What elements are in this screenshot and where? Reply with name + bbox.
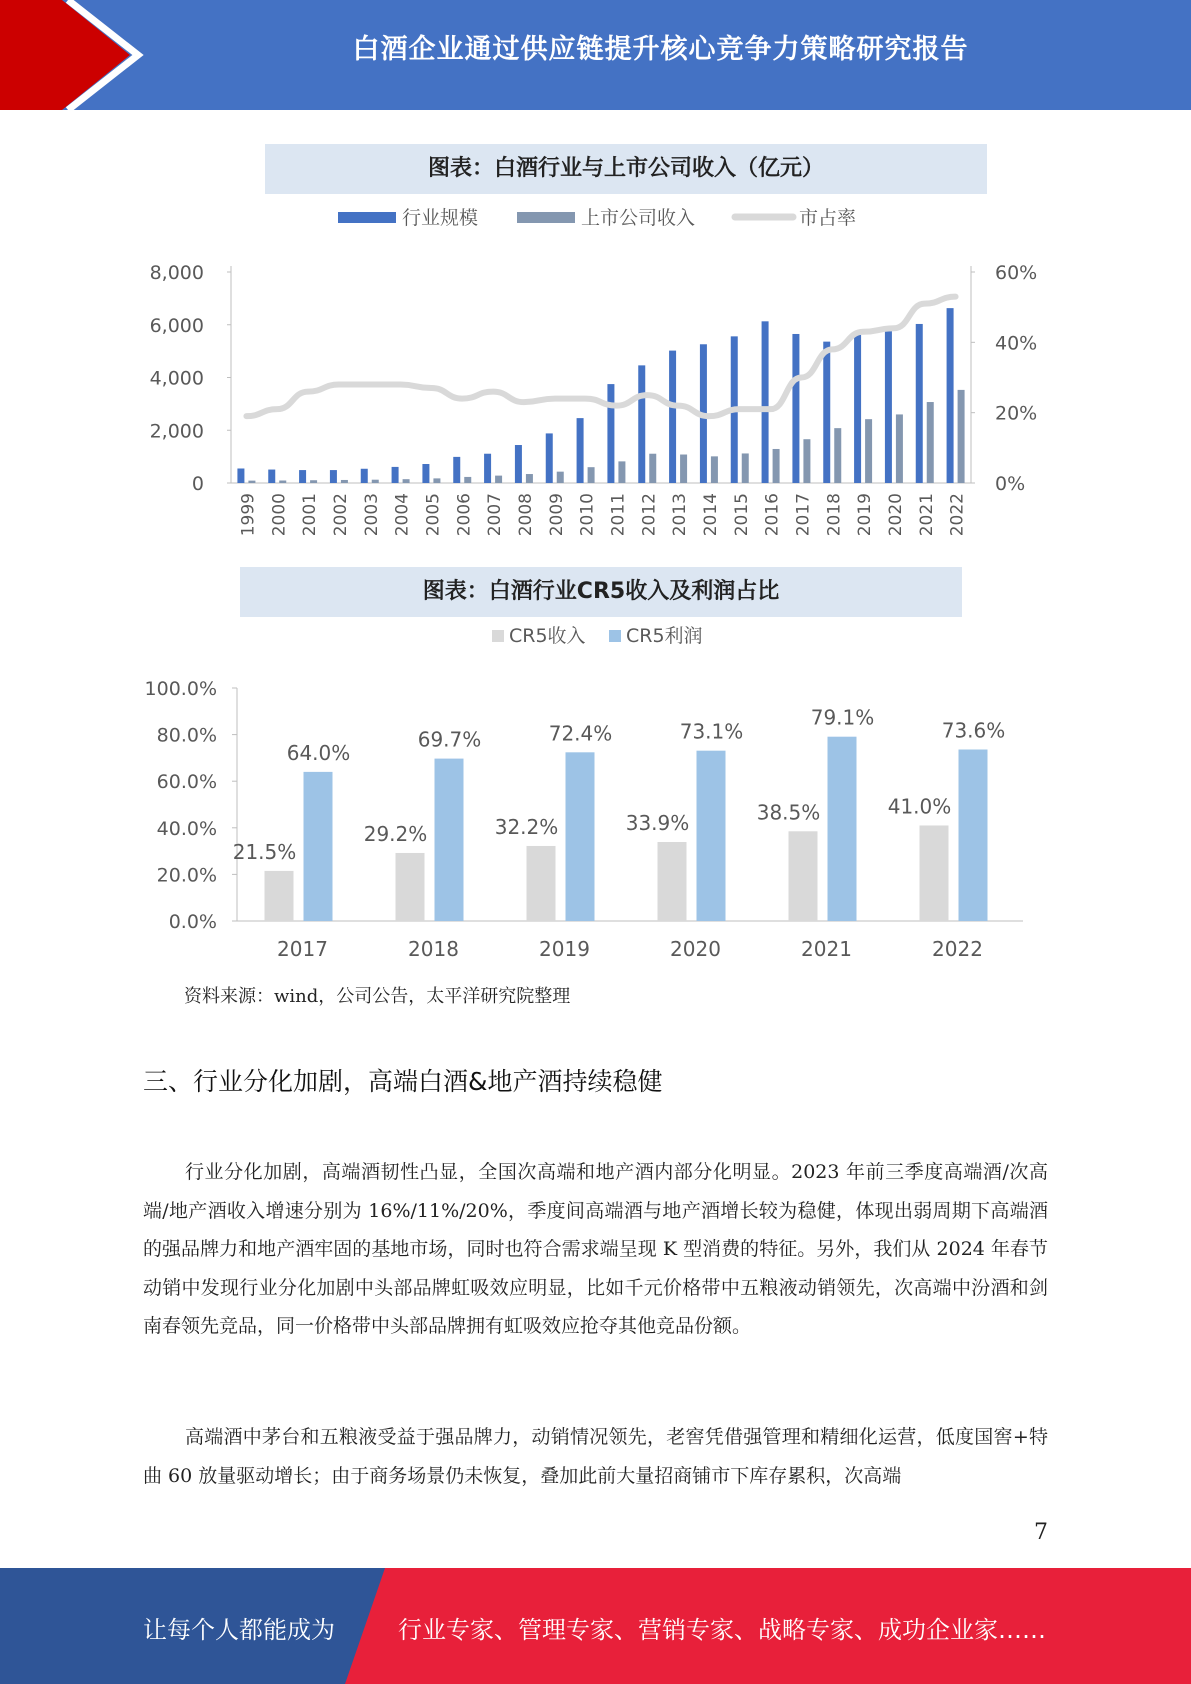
cr5-revenue-bar bbox=[527, 846, 556, 921]
cr5-revenue-label: 38.5% bbox=[756, 800, 821, 825]
cr5-revenue-bar bbox=[920, 825, 949, 921]
listed-bar bbox=[649, 454, 656, 483]
x-tick-label: 2020 bbox=[885, 493, 906, 537]
listed-bar bbox=[618, 461, 625, 483]
legend-label-0: 行业规模 bbox=[402, 207, 479, 229]
x-tick-label: 2018 bbox=[824, 493, 845, 537]
cr5-revenue-bar bbox=[658, 842, 687, 921]
x-tick-label: 2017 bbox=[277, 937, 328, 961]
industry-bar bbox=[947, 308, 954, 483]
listed-bar bbox=[896, 414, 903, 483]
right-tick-label: 40% bbox=[995, 332, 1038, 355]
y-tick-label: 20.0% bbox=[156, 864, 217, 887]
industry-bar bbox=[299, 470, 306, 483]
report-title: 白酒企业通过供应链提升核心竞争力策略研究报告 bbox=[352, 34, 969, 65]
listed-bar bbox=[742, 453, 749, 483]
listed-bar bbox=[495, 476, 502, 483]
listed-bar bbox=[433, 478, 440, 483]
footer-slogan: 让每个人都能成为 bbox=[143, 1616, 335, 1644]
cr5-profit-bar bbox=[959, 750, 988, 921]
listed-bar bbox=[279, 480, 286, 483]
x-tick-label: 2004 bbox=[392, 493, 413, 537]
y-tick-label: 60.0% bbox=[156, 771, 217, 794]
cr5-profit-bar bbox=[304, 772, 333, 921]
industry-bar bbox=[607, 384, 614, 483]
listed-bar bbox=[526, 474, 533, 483]
industry-bar bbox=[638, 365, 645, 483]
y-tick-label: 80.0% bbox=[156, 724, 217, 747]
listed-bar bbox=[711, 456, 718, 483]
industry-bar bbox=[669, 351, 676, 483]
x-tick-label: 1999 bbox=[238, 493, 259, 537]
footer-roles: 行业专家、管理专家、营销专家、战略专家、成功企业家…… bbox=[398, 1616, 1046, 1644]
cr5-profit-label: 64.0% bbox=[286, 740, 351, 765]
left-tick-label: 8,000 bbox=[149, 262, 204, 284]
x-tick-label: 2003 bbox=[361, 493, 382, 537]
left-tick-label: 2,000 bbox=[149, 420, 204, 443]
listed-bar bbox=[310, 480, 317, 483]
header-decoration bbox=[0, 0, 160, 110]
chart1-title: 图表：白酒行业与上市公司收入（亿元） bbox=[265, 144, 987, 194]
x-tick-label: 2019 bbox=[539, 937, 590, 961]
listed-bar bbox=[927, 402, 934, 483]
x-tick-label: 2006 bbox=[454, 493, 475, 537]
industry-bar bbox=[484, 454, 491, 483]
x-tick-label: 2007 bbox=[485, 493, 506, 537]
listed-bar bbox=[248, 481, 255, 483]
source-note: 资料来源：wind，公司公告，太平洋研究院整理 bbox=[184, 986, 571, 1007]
cr5-revenue-label: 29.2% bbox=[363, 821, 428, 846]
listed-bar bbox=[834, 428, 841, 483]
right-tick-label: 0% bbox=[995, 473, 1026, 495]
section-heading: 三、行业分化加剧，高端白酒&地产酒持续稳健 bbox=[143, 1067, 663, 1096]
x-tick-label: 2014 bbox=[700, 493, 721, 537]
body-paragraph-2: 高端酒中茅台和五粮液受益于强品牌力，动销情况领先，老窖凭借强管理和精细化运营，低度国窖+特曲 60 放量驱动增长；由于商务场景仍未恢复，叠加此前大量招商铺市下库存累积，次高端 bbox=[143, 1426, 1048, 1487]
listed-bar bbox=[803, 439, 810, 483]
x-tick-label: 2022 bbox=[932, 937, 983, 961]
industry-bar bbox=[823, 342, 830, 483]
x-tick-label: 2021 bbox=[916, 493, 937, 537]
cr5-profit-label: 73.6% bbox=[941, 718, 1006, 743]
listed-bar bbox=[588, 467, 595, 483]
x-tick-label: 2022 bbox=[947, 493, 968, 537]
body-paragraph-1: 行业分化加剧，高端酒韧性凸显，全国次高端和地产酒内部分化明显。2023 年前三季度高端酒/次高端/地产酒收入增速分别为 16%/11%/20%，季度间高端酒与地产酒增长较为稳健，体现出弱周期下高端酒的强品牌力和地产酒牢固的基地市场，同时也符合需求端呈现 K 型消费的特征。另外，我们从 2024 年春节动销中发现行业分化加剧中头部品牌虹吸效应明显，比如千元价格带中五粮液动销领先，次高端中汾酒和剑南春领先竞品，同一价格带中头部品牌拥有虹吸效应抢夺其他竞品份额。 bbox=[143, 1161, 1048, 1337]
industry-bar bbox=[237, 468, 244, 483]
x-tick-label: 2017 bbox=[793, 493, 814, 537]
legend-swatch-1 bbox=[517, 212, 575, 223]
page-number: 7 bbox=[1034, 1520, 1048, 1545]
legend-label-1: 上市公司收入 bbox=[581, 207, 696, 229]
listed-bar bbox=[773, 449, 780, 483]
industry-bar bbox=[392, 467, 399, 483]
listed-bar bbox=[341, 480, 348, 483]
industry-bar bbox=[577, 418, 584, 483]
x-tick-label: 2021 bbox=[801, 937, 852, 961]
x-tick-label: 2019 bbox=[855, 493, 876, 537]
cr5-profit-label: 72.4% bbox=[548, 721, 613, 746]
industry-bar bbox=[515, 445, 522, 483]
industry-bar bbox=[762, 321, 769, 483]
cr5-revenue-label: 32.2% bbox=[494, 814, 559, 839]
left-tick-label: 0 bbox=[191, 473, 204, 495]
x-tick-label: 2000 bbox=[269, 493, 290, 537]
cr5-profit-bar bbox=[435, 759, 464, 921]
listed-bar bbox=[464, 477, 471, 483]
cr5-profit-bar bbox=[566, 752, 595, 921]
y-tick-label: 40.0% bbox=[156, 817, 217, 840]
cr5-revenue-label: 33.9% bbox=[625, 811, 690, 836]
industry-bar bbox=[546, 433, 553, 483]
industry-bar bbox=[854, 335, 861, 483]
x-tick-label: 2018 bbox=[408, 937, 459, 961]
listed-bar bbox=[865, 419, 872, 483]
cr5-revenue-label: 41.0% bbox=[887, 794, 952, 819]
header-red-arrow bbox=[0, 0, 130, 110]
legend-swatch-cr5-0 bbox=[492, 630, 504, 642]
listed-bar bbox=[680, 455, 687, 483]
x-tick-label: 2008 bbox=[515, 493, 536, 537]
industry-bar bbox=[885, 329, 892, 483]
y-tick-label: 100.0% bbox=[144, 678, 217, 700]
legend-label-cr5-1: CR5利润 bbox=[626, 625, 703, 647]
industry-bar bbox=[422, 464, 429, 483]
industry-bar bbox=[792, 334, 799, 483]
x-tick-label: 2001 bbox=[300, 493, 321, 537]
x-tick-label: 2002 bbox=[330, 493, 351, 537]
left-tick-label: 4,000 bbox=[149, 367, 204, 390]
chart2-title: 图表：白酒行业CR5收入及利润占比 bbox=[240, 567, 962, 617]
x-tick-label: 2012 bbox=[639, 493, 660, 537]
listed-bar bbox=[403, 479, 410, 483]
legend-label-2: 市占率 bbox=[799, 207, 857, 229]
x-tick-label: 2011 bbox=[608, 493, 629, 537]
x-tick-label: 2015 bbox=[731, 493, 752, 537]
cr5-share-chart bbox=[0, 615, 1191, 970]
cr5-revenue-bar bbox=[265, 871, 294, 921]
x-tick-label: 2005 bbox=[423, 493, 444, 537]
legend-swatch-cr5-1 bbox=[609, 630, 621, 642]
y-tick-label: 0.0% bbox=[168, 911, 217, 933]
right-tick-label: 20% bbox=[995, 402, 1038, 425]
x-tick-label: 2016 bbox=[762, 493, 783, 537]
industry-bar bbox=[453, 457, 460, 483]
left-tick-label: 6,000 bbox=[149, 314, 204, 337]
cr5-revenue-bar bbox=[789, 831, 818, 921]
listed-bar bbox=[557, 472, 564, 483]
cr5-profit-label: 73.1% bbox=[679, 719, 744, 744]
industry-bar bbox=[268, 470, 275, 483]
cr5-revenue-bar bbox=[396, 853, 425, 921]
cr5-profit-bar bbox=[697, 751, 726, 921]
legend-swatch-0 bbox=[338, 212, 396, 223]
cr5-revenue-label: 21.5% bbox=[232, 839, 297, 864]
legend-label-cr5-0: CR5收入 bbox=[509, 625, 586, 647]
cr5-profit-bar bbox=[828, 737, 857, 921]
listed-bar bbox=[958, 390, 965, 483]
x-tick-label: 2013 bbox=[670, 493, 691, 537]
x-tick-label: 2020 bbox=[670, 937, 721, 961]
industry-bar bbox=[916, 324, 923, 483]
x-tick-label: 2010 bbox=[577, 493, 598, 537]
cr5-profit-label: 69.7% bbox=[417, 727, 482, 752]
cr5-profit-label: 79.1% bbox=[810, 705, 875, 730]
right-tick-label: 60% bbox=[995, 262, 1038, 284]
industry-bar bbox=[361, 469, 368, 483]
industry-revenue-chart bbox=[0, 200, 1191, 550]
x-tick-label: 2009 bbox=[546, 493, 567, 537]
market-share-line bbox=[246, 297, 955, 417]
listed-bar bbox=[372, 480, 379, 483]
industry-bar bbox=[330, 470, 337, 483]
